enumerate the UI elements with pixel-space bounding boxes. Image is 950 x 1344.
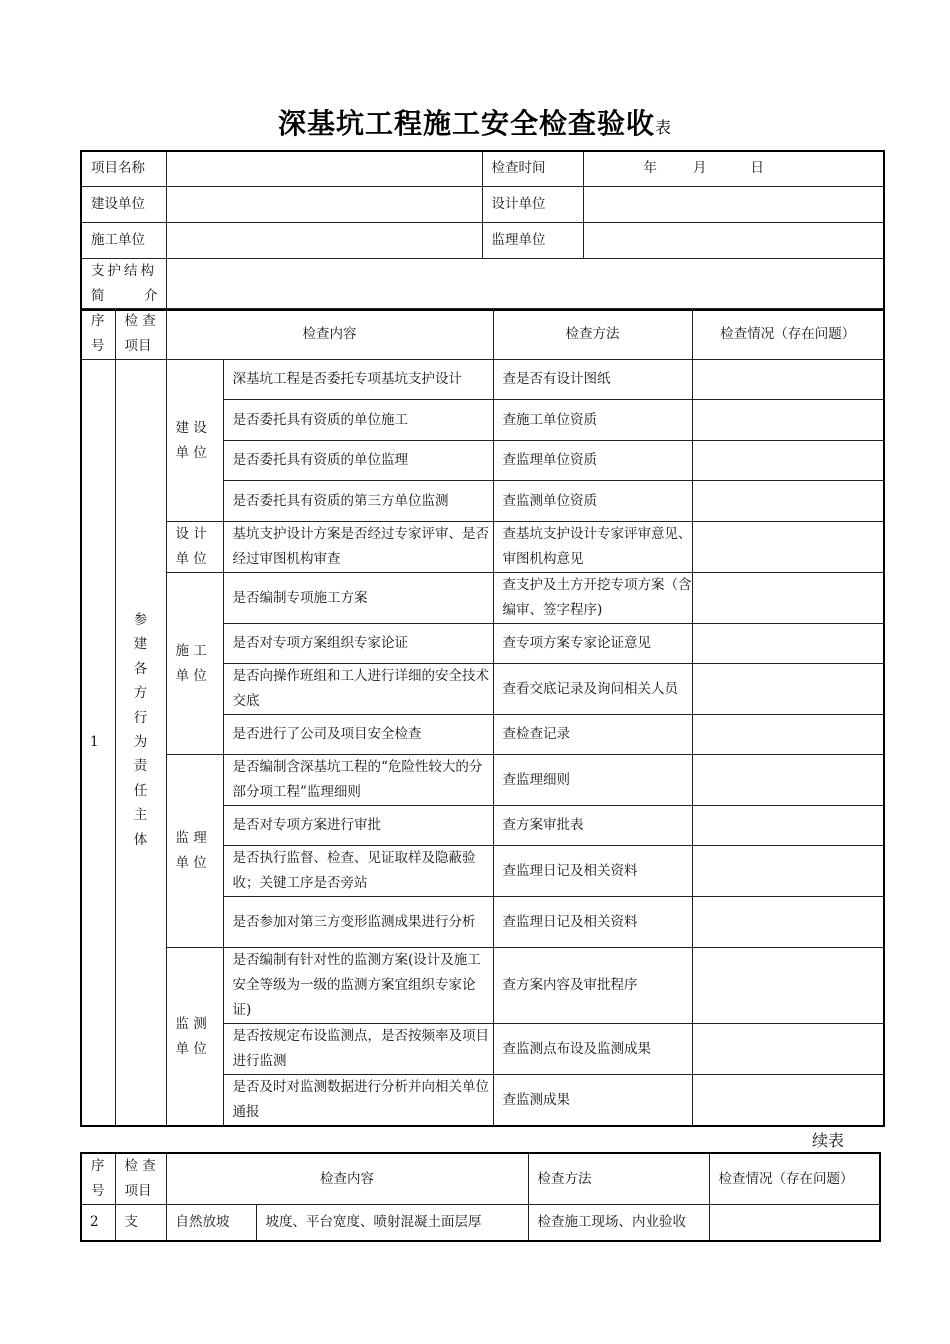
continuation-label: 续表 — [812, 1131, 845, 1150]
row-seq: 2 — [81, 1205, 115, 1241]
group-builder: 建 设 单 位 — [166, 360, 223, 522]
content-cell: 是否按规定布设监测点，是否按频率及项目进行监测 — [223, 1024, 493, 1075]
result-cell[interactable] — [692, 755, 884, 806]
method-cell: 查监测点布设及监测成果 — [493, 1024, 692, 1075]
result-cell[interactable] — [692, 360, 884, 400]
supervisor-value[interactable] — [583, 222, 884, 258]
content-cell: 是否委托具有资质的第三方单位监测 — [223, 481, 493, 522]
col-item: 检 查 项目 — [115, 1153, 166, 1205]
content-cell: 是否及时对监测数据进行分析并向相关单位通报 — [223, 1075, 493, 1127]
row-sub: 自然放坡 — [166, 1205, 256, 1241]
method-cell: 查监测成果 — [493, 1075, 692, 1127]
project-name-value[interactable] — [166, 151, 482, 186]
table-row — [81, 360, 884, 400]
method-cell: 查监理日记及相关资料 — [493, 897, 692, 948]
result-cell[interactable] — [692, 948, 884, 1024]
content-cell: 是否编制专项施工方案 — [223, 573, 493, 624]
support-label-line1: 支护结构 — [91, 262, 157, 279]
group-designer: 设 计 单 位 — [166, 522, 223, 573]
support-label-line2-a: 简 — [91, 287, 105, 304]
continuation-table — [80, 1152, 881, 1242]
col-method: 检查方法 — [493, 309, 692, 360]
method-cell: 查监理日记及相关资料 — [493, 846, 692, 897]
col-item: 检 查 项目 — [115, 309, 166, 360]
method-cell: 查检查记录 — [493, 715, 692, 755]
method-cell: 查监理细则 — [493, 755, 692, 806]
method-cell: 查看交底记录及询问相关人员 — [493, 664, 692, 715]
supervisor-label: 监理单位 — [482, 222, 583, 258]
col-result: 检查情况（存在问题） — [709, 1153, 880, 1205]
method-cell: 查方案审批表 — [493, 806, 692, 846]
col-content: 检查内容 — [166, 1153, 528, 1205]
inspect-time-label: 检查时间 — [482, 151, 583, 186]
designer-label: 设计单位 — [482, 186, 583, 222]
table-row — [81, 1205, 880, 1241]
method-cell: 查施工单位资质 — [493, 400, 692, 441]
group-monitor: 监 测 单 位 — [166, 948, 223, 1127]
support-structure-label — [81, 258, 166, 310]
method-cell: 查基坑支护设计专家评审意见、审图机构意见 — [493, 522, 692, 573]
result-cell[interactable] — [692, 1075, 884, 1127]
result-cell[interactable] — [692, 715, 884, 755]
content-cell: 是否执行监督、检查、见证取样及隐蔽验收；关键工序是否旁站 — [223, 846, 493, 897]
content-cell: 是否对专项方案进行审批 — [223, 806, 493, 846]
page-title-main: 深基坑工程施工安全检查验收 — [277, 107, 655, 140]
result-cell[interactable] — [692, 664, 884, 715]
inspect-time-value[interactable] — [583, 151, 884, 186]
content-cell: 坡度、平台宽度、喷射混凝土面层厚 — [256, 1205, 528, 1241]
section-seq: 1 — [81, 360, 115, 1127]
content-cell: 是否对专项方案组织专家论证 — [223, 624, 493, 664]
section-item: 参 建 各 方 行 为 责 任 主 体 — [115, 360, 166, 1127]
method-cell: 检查施工现场、内业验收 — [528, 1205, 709, 1241]
date-day: 日 — [750, 160, 764, 177]
content-cell: 是否进行了公司及项目安全检查 — [223, 715, 493, 755]
content-cell: 是否编制含深基坑工程的“危险性较大的分部分项工程”监理细则 — [223, 755, 493, 806]
table-row — [81, 948, 884, 1024]
result-cell[interactable] — [692, 481, 884, 522]
result-cell[interactable] — [692, 1024, 884, 1075]
constructor-label: 施工单位 — [81, 222, 166, 258]
result-cell[interactable] — [692, 522, 884, 573]
result-cell[interactable] — [692, 897, 884, 948]
date-month: 月 — [693, 160, 707, 177]
continuation-header-row — [81, 1153, 880, 1205]
content-cell: 基坑支护设计方案是否经过专家评审、是否经过审图机构审查 — [223, 522, 493, 573]
group-supervisor: 监 理 单 位 — [166, 755, 223, 948]
content-cell: 是否向操作班组和工人进行详细的安全技术交底 — [223, 664, 493, 715]
page-title — [0, 102, 950, 142]
method-cell: 查方案内容及审批程序 — [493, 948, 692, 1024]
result-cell[interactable] — [692, 624, 884, 664]
project-info-table — [80, 150, 885, 311]
method-cell: 查监理单位资质 — [493, 441, 692, 481]
method-cell: 查是否有设计图纸 — [493, 360, 692, 400]
support-label-line2-b: 介 — [144, 287, 158, 304]
content-cell: 是否参加对第三方变形监测成果进行分析 — [223, 897, 493, 948]
result-cell[interactable] — [709, 1205, 880, 1241]
builder-label: 建设单位 — [81, 186, 166, 222]
col-content: 检查内容 — [166, 309, 493, 360]
col-method: 检查方法 — [528, 1153, 709, 1205]
col-result: 检查情况（存在问题） — [692, 309, 884, 360]
result-cell[interactable] — [692, 441, 884, 481]
method-cell: 查监测单位资质 — [493, 481, 692, 522]
date-year: 年 — [643, 160, 657, 177]
constructor-value[interactable] — [166, 222, 482, 258]
method-cell: 查专项方案专家论证意见 — [493, 624, 692, 664]
project-name-label: 项目名称 — [81, 151, 166, 186]
designer-value[interactable] — [583, 186, 884, 222]
result-cell[interactable] — [692, 400, 884, 441]
builder-value[interactable] — [166, 186, 482, 222]
inspection-table — [80, 308, 885, 1127]
result-cell[interactable] — [692, 806, 884, 846]
table-row — [81, 522, 884, 573]
content-cell: 是否委托具有资质的单位监理 — [223, 441, 493, 481]
content-cell: 是否委托具有资质的单位施工 — [223, 400, 493, 441]
result-cell[interactable] — [692, 846, 884, 897]
col-seq: 序 号 — [81, 309, 115, 360]
page-title-suffix: 表 — [655, 118, 673, 137]
content-cell: 是否编制有针对性的监测方案(设计及施工安全等级为一级的监测方案宜组织专家论证) — [223, 948, 493, 1024]
row-item: 支 — [115, 1205, 166, 1241]
col-seq: 序 号 — [81, 1153, 115, 1205]
table-row — [81, 755, 884, 806]
method-cell: 查支护及土方开挖专项方案（含编审、签字程序) — [493, 573, 692, 624]
content-cell: 深基坑工程是否委托专项基坑支护设计 — [223, 360, 493, 400]
column-header-row — [81, 309, 884, 360]
group-constructor: 施 工 单 位 — [166, 573, 223, 755]
table-row — [81, 573, 884, 624]
result-cell[interactable] — [692, 573, 884, 624]
support-structure-value[interactable] — [166, 258, 884, 310]
